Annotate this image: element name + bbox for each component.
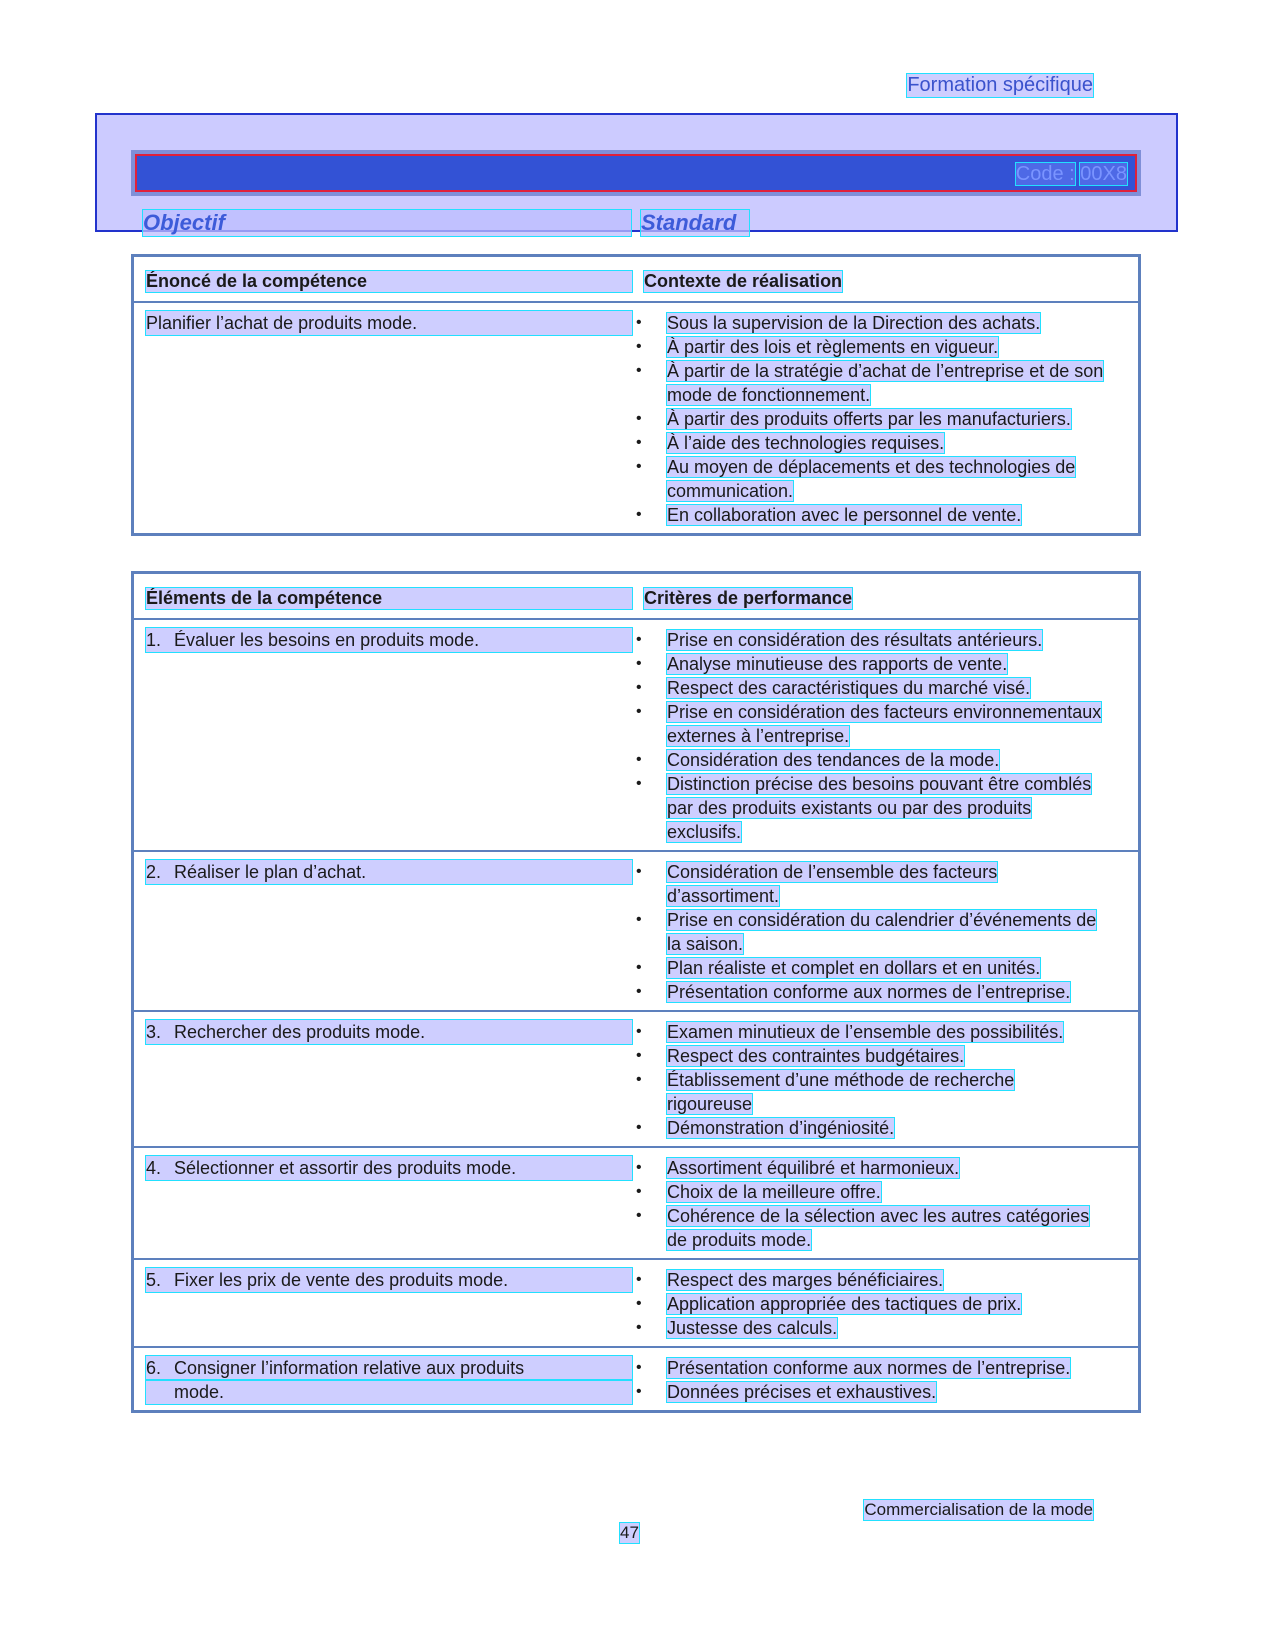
bullet-icon: •	[636, 1319, 642, 1336]
statement-text: Planifier l’achat de produits mode.	[146, 311, 632, 335]
criterion-text: Sous la supervision de la Direction des achats.	[667, 313, 1041, 333]
element-cell	[146, 1156, 624, 1180]
criteria-list	[634, 852, 1104, 1010]
criterion-text: Examen minutieux de l’ensemble des possibilités.	[667, 1022, 1064, 1042]
element-number: 4.	[146, 1158, 162, 1178]
criterion-text: Cohérence de la sélection avec les autres catégories de produits mode.	[667, 1206, 1090, 1250]
criterion-item	[634, 652, 1104, 676]
element-rows	[134, 620, 1138, 1410]
criterion-text: Analyse minutieuse des rapports de vente.	[667, 654, 1008, 674]
criterion-text: Prise en considération des facteurs environnementaux externes à l’entreprise.	[667, 702, 1102, 746]
code-label: Code :	[1015, 163, 1075, 185]
bullet-icon: •	[636, 458, 642, 475]
bullet-icon: •	[636, 362, 642, 379]
criterion-item	[634, 700, 1104, 748]
bullet-icon: •	[636, 1295, 642, 1312]
bullet-icon: •	[636, 631, 642, 648]
element-cell	[146, 1268, 624, 1292]
element-cell	[146, 1356, 624, 1404]
element-row	[134, 1348, 1138, 1410]
bullet-icon: •	[636, 1359, 642, 1376]
criterion-text: Respect des contraintes budgétaires.	[667, 1046, 965, 1066]
page-number: 47	[620, 1523, 639, 1542]
criterion-item	[634, 407, 1104, 431]
statement-table-header	[134, 257, 1138, 303]
element-text: Évaluer les besoins en produits mode.	[174, 630, 480, 650]
objective-label: Objectif	[143, 210, 631, 236]
standard-label: Standard	[641, 210, 749, 236]
criterion-item	[634, 748, 1104, 772]
element-line	[146, 628, 632, 652]
element-text: Sélectionner et assortir des produits mode.	[174, 1158, 517, 1178]
criterion-item	[634, 311, 1104, 335]
elements-head: Éléments de la compétence	[146, 588, 632, 609]
bullet-icon: •	[636, 1383, 642, 1400]
bullet-icon: •	[636, 338, 642, 355]
element-text-continued: mode.	[146, 1380, 632, 1404]
criterion-text: Respect des caractéristiques du marché visé.	[667, 678, 1031, 698]
element-line	[146, 1356, 632, 1380]
element-line	[146, 1268, 632, 1292]
criterion-text: Présentation conforme aux normes de l’entreprise.	[667, 1358, 1071, 1378]
elements-table	[131, 571, 1141, 1413]
criterion-text: À partir des produits offerts par les manufacturiers.	[667, 409, 1071, 429]
criterion-item	[634, 335, 1104, 359]
criterion-text: Prise en considération des résultats antérieurs.	[667, 630, 1043, 650]
criterion-item	[634, 1068, 1104, 1116]
element-row	[134, 1260, 1138, 1348]
element-row	[134, 852, 1138, 1012]
criterion-text: Établissement d’une méthode de recherche rigoureuse	[667, 1070, 1015, 1114]
criterion-text: Application appropriée des tactiques de prix.	[667, 1294, 1022, 1314]
footer-title: Commercialisation de la mode	[864, 1500, 1093, 1519]
element-number: 2.	[146, 862, 162, 882]
element-number: 5.	[146, 1270, 162, 1290]
element-line	[146, 1020, 632, 1044]
criterion-item	[634, 908, 1104, 956]
statement-head: Énoncé de la compétence	[146, 271, 632, 292]
criterion-item	[634, 1204, 1104, 1252]
criteria-list	[634, 620, 1104, 850]
bullet-icon: •	[636, 959, 642, 976]
criterion-item	[634, 628, 1104, 652]
bullet-icon: •	[636, 506, 642, 523]
criterion-item	[634, 676, 1104, 700]
bullet-icon: •	[636, 410, 642, 427]
criteria-head: Critères de performance	[644, 588, 853, 608]
criterion-item	[634, 1044, 1104, 1068]
criterion-text: Considération des tendances de la mode.	[667, 750, 1000, 770]
criterion-item	[634, 956, 1104, 980]
bullet-icon: •	[636, 679, 642, 696]
criterion-item	[634, 1380, 1104, 1404]
element-line	[146, 860, 632, 884]
criterion-item	[634, 1356, 1104, 1380]
criterion-text: Justesse des calculs.	[667, 1318, 838, 1338]
code-label-group	[1016, 163, 1127, 186]
criterion-text: Assortiment équilibré et harmonieux.	[667, 1158, 960, 1178]
criterion-text: Distinction précise des besoins pouvant être comblés par des produits existants ou par des produits exclusifs.	[667, 774, 1092, 842]
criterion-item	[634, 1116, 1104, 1140]
element-text: Rechercher des produits mode.	[174, 1022, 426, 1042]
criteria-list	[634, 1348, 1104, 1410]
criterion-text: Respect des marges bénéficiaires.	[667, 1270, 944, 1290]
bullet-icon: •	[636, 314, 642, 331]
criterion-item	[634, 980, 1104, 1004]
element-cell	[146, 860, 624, 884]
criterion-item	[634, 359, 1104, 407]
criterion-item	[634, 1316, 1104, 1340]
criterion-text: À partir de la stratégie d’achat de l’entreprise et de son mode de fonctionnement.	[667, 361, 1104, 405]
criterion-text: À l’aide des technologies requises.	[667, 433, 945, 453]
bullet-icon: •	[636, 703, 642, 720]
context-list	[634, 303, 1104, 533]
criterion-text: Prise en considération du calendrier d’événements de la saison.	[667, 910, 1097, 954]
criterion-item	[634, 1180, 1104, 1204]
element-row	[134, 1012, 1138, 1148]
context-head: Contexte de réalisation	[644, 271, 843, 291]
element-number: 6.	[146, 1358, 162, 1378]
criterion-text: Au moyen de déplacements et des technologies de communication.	[667, 457, 1076, 501]
criterion-item	[634, 772, 1104, 844]
bullet-icon: •	[636, 983, 642, 1000]
bullet-icon: •	[636, 434, 642, 451]
criterion-text: Choix de la meilleure offre.	[667, 1182, 881, 1202]
bullet-icon: •	[636, 911, 642, 928]
criterion-text: En collaboration avec le personnel de vente.	[667, 505, 1022, 525]
bullet-icon: •	[636, 775, 642, 792]
code-bar	[131, 150, 1141, 196]
element-cell	[146, 628, 624, 652]
bullet-icon: •	[636, 1271, 642, 1288]
criteria-list	[634, 1148, 1104, 1258]
bullet-icon: •	[636, 751, 642, 768]
criterion-item	[634, 431, 1104, 455]
criterion-item	[634, 860, 1104, 908]
bullet-icon: •	[636, 1183, 642, 1200]
running-title: Formation spécifique	[907, 74, 1093, 96]
bullet-icon: •	[636, 863, 642, 880]
bullet-icon: •	[636, 1023, 642, 1040]
criterion-item	[634, 455, 1104, 503]
criterion-text: Présentation conforme aux normes de l’entreprise.	[667, 982, 1071, 1002]
elements-table-header	[134, 574, 1138, 620]
statement-row	[134, 303, 1138, 533]
criterion-item	[634, 1268, 1104, 1292]
element-number: 3.	[146, 1022, 162, 1042]
criterion-item	[634, 1156, 1104, 1180]
bullet-icon: •	[636, 1159, 642, 1176]
statement-cell	[146, 311, 624, 335]
criterion-item	[634, 1020, 1104, 1044]
code-box	[135, 154, 1137, 192]
criterion-item	[634, 503, 1104, 527]
criterion-text: Démonstration d’ingéniosité.	[667, 1118, 895, 1138]
bullet-icon: •	[636, 1047, 642, 1064]
criterion-text: À partir des lois et règlements en vigueur.	[667, 337, 999, 357]
criterion-text: Considération de l’ensemble des facteurs d’assortiment.	[667, 862, 998, 906]
element-text: Consigner l’information relative aux produits	[174, 1358, 525, 1378]
element-row	[134, 620, 1138, 852]
element-line	[146, 1156, 632, 1180]
bullet-icon: •	[636, 655, 642, 672]
criterion-text: Données précises et exhaustives.	[667, 1382, 937, 1402]
element-number: 1.	[146, 630, 162, 650]
criterion-text: Plan réaliste et complet en dollars et en unités.	[667, 958, 1041, 978]
code-value: 00X8	[1080, 163, 1127, 185]
bullet-icon: •	[636, 1119, 642, 1136]
criteria-list	[634, 1012, 1104, 1146]
bullet-icon: •	[636, 1207, 642, 1224]
criteria-list	[634, 1260, 1104, 1346]
statement-table	[131, 254, 1141, 536]
element-text: Fixer les prix de vente des produits mode.	[174, 1270, 509, 1290]
criterion-item	[634, 1292, 1104, 1316]
element-cell	[146, 1020, 624, 1044]
element-text: Réaliser le plan d’achat.	[174, 862, 367, 882]
bullet-icon: •	[636, 1071, 642, 1088]
element-row	[134, 1148, 1138, 1260]
